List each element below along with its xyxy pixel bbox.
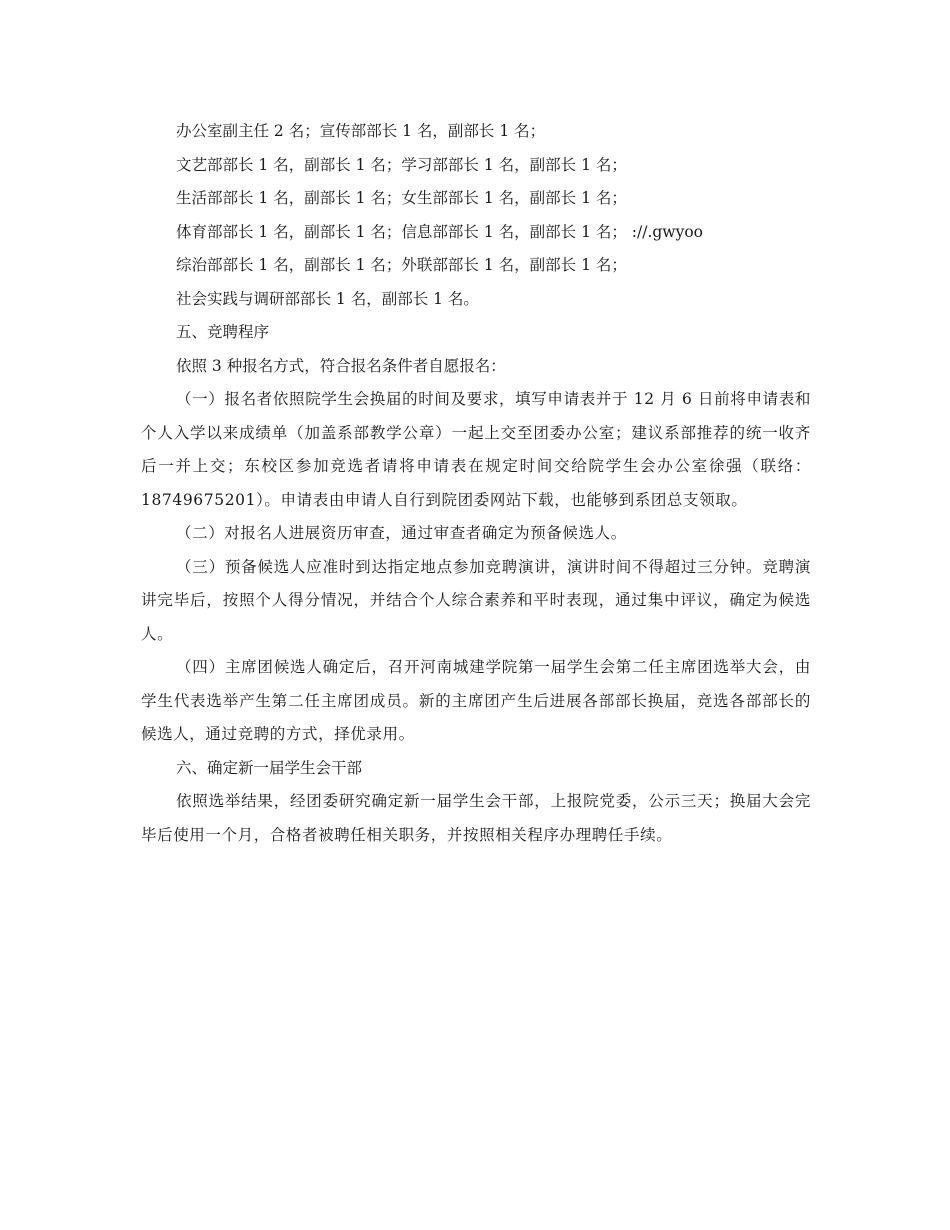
position-line: 文艺部部长 1 名，副部长 1 名；学习部部长 1 名，副部长 1 名；: [176, 155, 627, 174]
procedure-item-2: （二）对报名人进展资历审查，通过审查者确定为预备候选人。: [176, 524, 627, 542]
position-line: 综治部部长 1 名，副部长 1 名；外联部部长 1 名，副部长 1 名；: [176, 256, 627, 274]
procedure-item-3: （三）预备候选人应准时到达指定地点参加竞聘演讲，演讲时间不得超过三分钟。竞聘演讲完毕后，按照个人得分情况，并结合个人综合素养和平时表现，通过集中评议，确定为候选人。: [141, 557, 811, 643]
section-body: 依照选举结果，经团委研究确定新一届学生会干部，上报院党委，公示三天；换届大会完毕后使用一个月，合格者被聘任相关职务，并按照相关程序办理聘任手续。: [141, 792, 811, 844]
section-heading: 六、确定新一届学生会干部: [176, 758, 363, 777]
position-line: 社会实践与调研部部长 1 名，副部长 1 名。: [176, 289, 479, 308]
procedure-item-1: （一）报名者依照院学生会换届的时间及要求，填写申请表并于 12 月 6 日前将申请表和个人入学以来成绩单（加盖系部教学公章）一起上交至团委办公室；建议系部推荐的统一收齐后一并上交；东校区参加竞选者请将申请表在规定时间交给院学生会办公室徐强（联络：18749675201）。申请表由申请人自行到院团委网站下载，也能够到系团总支领取。: [141, 390, 811, 509]
position-line: 体育部部长 1 名，副部长 1 名；信息部部长 1 名，副部长 1 名； ://.gwyoo: [176, 222, 703, 241]
procedure-item-4: （四）主席团候选人确定后，召开河南城建学院第一届学生会第二任主席团选举大会，由学生代表选举产生第二任主席团成员。新的主席团产生后进展各部部长换届，竞选各部部长的候选人，通过竞聘的方式，择优录用。: [141, 658, 811, 743]
position-line: 办公室副主任 2 名；宣传部部长 1 名，副部长 1 名；: [176, 122, 546, 140]
position-line: 生活部部长 1 名，副部长 1 名；女生部部长 1 名，副部长 1 名；: [176, 189, 627, 207]
document-body: [141, 115, 811, 852]
section-intro: 依照 3 种报名方式，符合报名条件者自愿报名：: [176, 356, 506, 375]
section-heading: 五、竞聘程序: [176, 323, 270, 341]
